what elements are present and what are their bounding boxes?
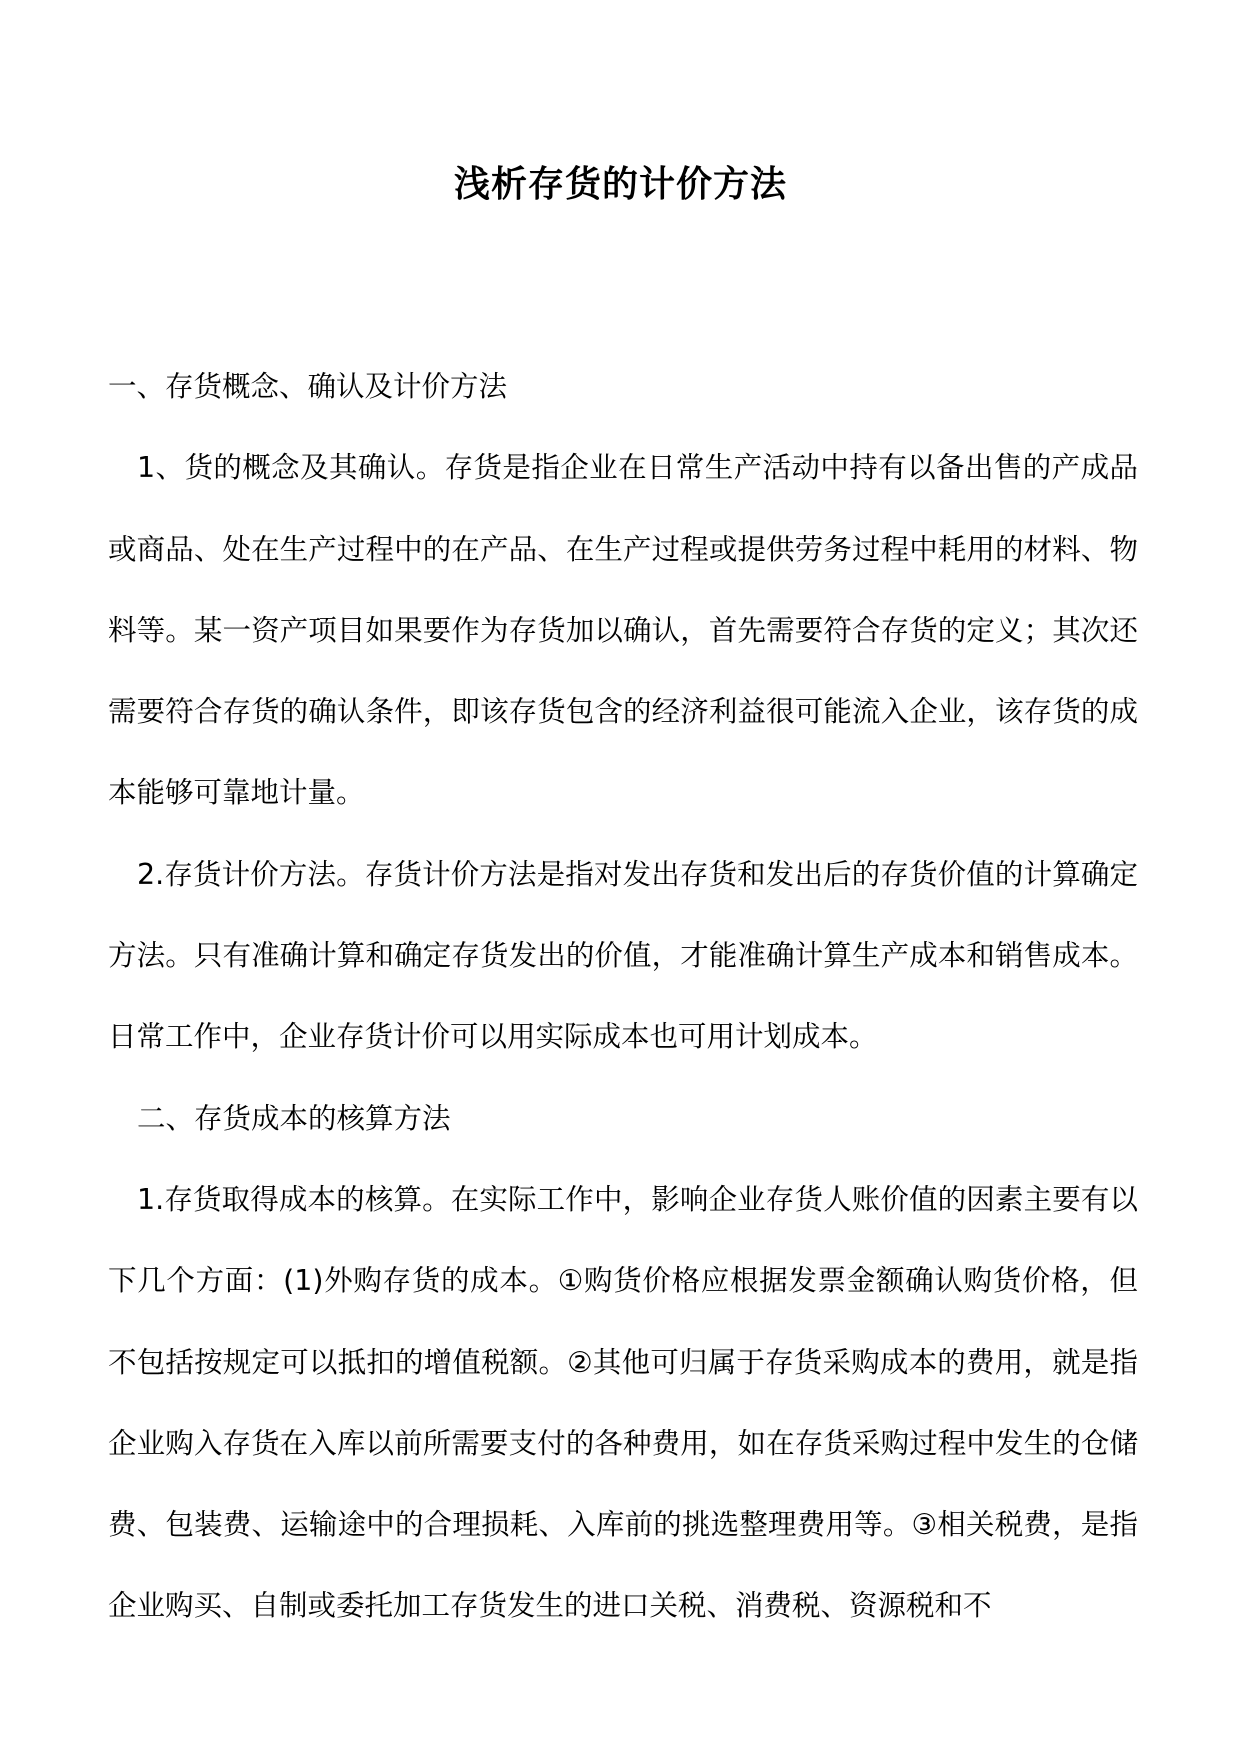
section1-heading: 一、存货概念、确认及计价方法 [108,370,508,403]
section2-paragraph-1: 1.存货取得成本的核算。在实际工作中，影响企业存货人账价值的因素主要有以下几个方面：(1)外购存货的成本。①购货价格应根据发票金额确认购货价格，但不包括按规定可以抵扣的增值税额。②其他可归属于存货采购成本的费用，就是指企业购入存货在入库以前所需要支付的各种费用，如在存货采购过程中发生的仓储费、包装费、运输途中的合理损耗、入库前的挑选整理费用等。③相关税费，是指企业购买、自制或委托加工存货发生的进口关税、消费税、资源税和不 [108,1182,1138,1623]
section2-heading: 二、存货成本的核算方法 [137,1101,451,1135]
section1-paragraph-1: 1、货的概念及其确认。存货是指企业在日常生产活动中持有以备出售的产成品或商品、处在生产过程中的在产品、在生产过程或提供劳务过程中耗用的材料、物料等。某一资产项目如果要作为存货加以确认，首先需要符合存货的定义；其次还需要符合存货的确认条件，即该存货包含的经济利益很可能流入企业，该存货的成本能够可靠地计量。 [108,451,1138,810]
document-title: 浅析存货的计价方法 [453,163,787,205]
document-body [108,346,1138,1647]
section1-paragraph-2: 2.存货计价方法。存货计价方法是指对发出存货和发出后的存货价值的计算确定方法。只有准确计算和确定存货发出的价值，才能准确计算生产成本和销售成本。日常工作中，企业存货计价可以用实际成本也可用计划成本。 [108,857,1138,1054]
